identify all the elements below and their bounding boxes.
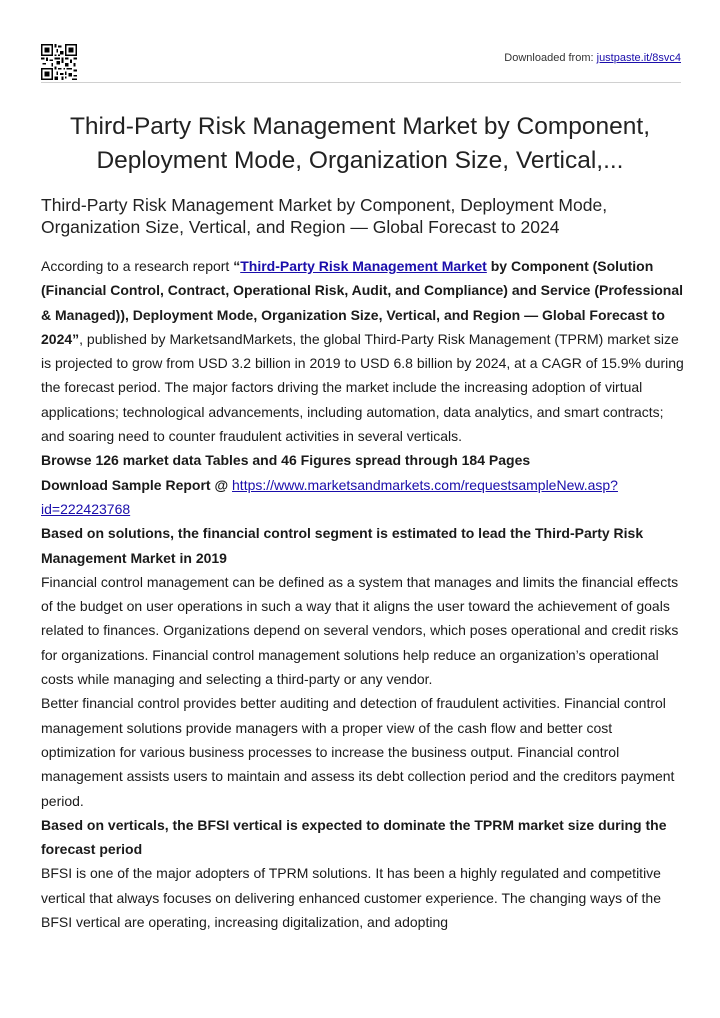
sample-report-line [41,473,686,522]
intro-lead: According to a research report [41,258,234,274]
page-header [41,40,681,83]
report-title-rest: by Component (Solution (Financial Control, Contract, Operational Risk, Audit, and Compliance) and Service (Professional & Managed)), Deployment Mode, Organization Size, Vertical, and Region — Global Forecast to 2024” [41,258,684,347]
downloaded-from-link[interactable]: justpaste.it/8svc4 [596,52,681,64]
section-paragraph: BFSI is one of the major adopters of TPRM solutions. It has been a highly regulated and competitive vertical that always focuses on delivering enhanced customer experience. The changing ways of the BFSI vertical are operating, increasing digitalization, and adopting [41,865,661,931]
article-body [41,254,686,934]
section-heading-bfsi: Based on verticals, the BFSI vertical is expected to dominate the TPRM market size during the forecast period [41,816,667,858]
quote-open: “ [233,258,241,274]
section-paragraph: Better financial control provides better auditing and detection of fraudulent activities. Financial control management solutions provide managers with a proper view of the cash flow and better cost optimization for various business processes to increase the business output. Financial control management assists users to maintain and assess its debt collection period and the creditors payment period. [41,695,675,809]
downloaded-from-label: Downloaded from: [504,52,594,64]
document-subtitle: Third-Party Risk Management Market by Component, Deployment Mode, Organization Size, Vertical, and Region — Global Forecast to 2024 [41,195,608,237]
download-source [504,52,681,64]
document-title: Third-Party Risk Management Market by Component, Deployment Mode, Organization Size, Vertical,... [69,113,651,174]
section-paragraph: Financial control management can be defined as a system that manages and limits the financial effects of the budget on user operations in such a way that it aligns the user toward the achievement of goals related to finances. Organizations depend on several vendors, which poses operational and credit risks for organizations. Financial control management solutions help reduce an organization’s operational costs while managing and selecting a third-party or any vendor. [41,573,679,688]
browse-line: Browse 126 market data Tables and 46 Figures spread through 184 Pages [41,452,531,469]
qr-code-icon [41,44,77,80]
section-heading-financial-control: Based on solutions, the financial control segment is estimated to lead the Third-Party Risk Management Market in 2019 [41,525,644,566]
report-title-link[interactable]: Third-Party Risk Management Market [240,258,487,274]
sample-report-label: Download Sample Report @ [41,476,233,493]
intro-paragraph [41,254,686,448]
sample-report-link[interactable]: https://www.marketsandmarkets.com/requestsampleNew.asp?id=222423768 [41,476,618,517]
intro-body: , published by MarketsandMarkets, the global Third-Party Risk Management (TPRM) market size is projected to grow from USD 3.2 billion in 2019 to USD 6.8 billion by 2024, at a CAGR of 15.9% during the forecast period. The major factors driving the market include the increasing adoption of virtual applications; technological advancements, including automation, data analytics, and smart contracts; and soaring need to counter fraudulent activities in several verticals. [41,330,684,445]
